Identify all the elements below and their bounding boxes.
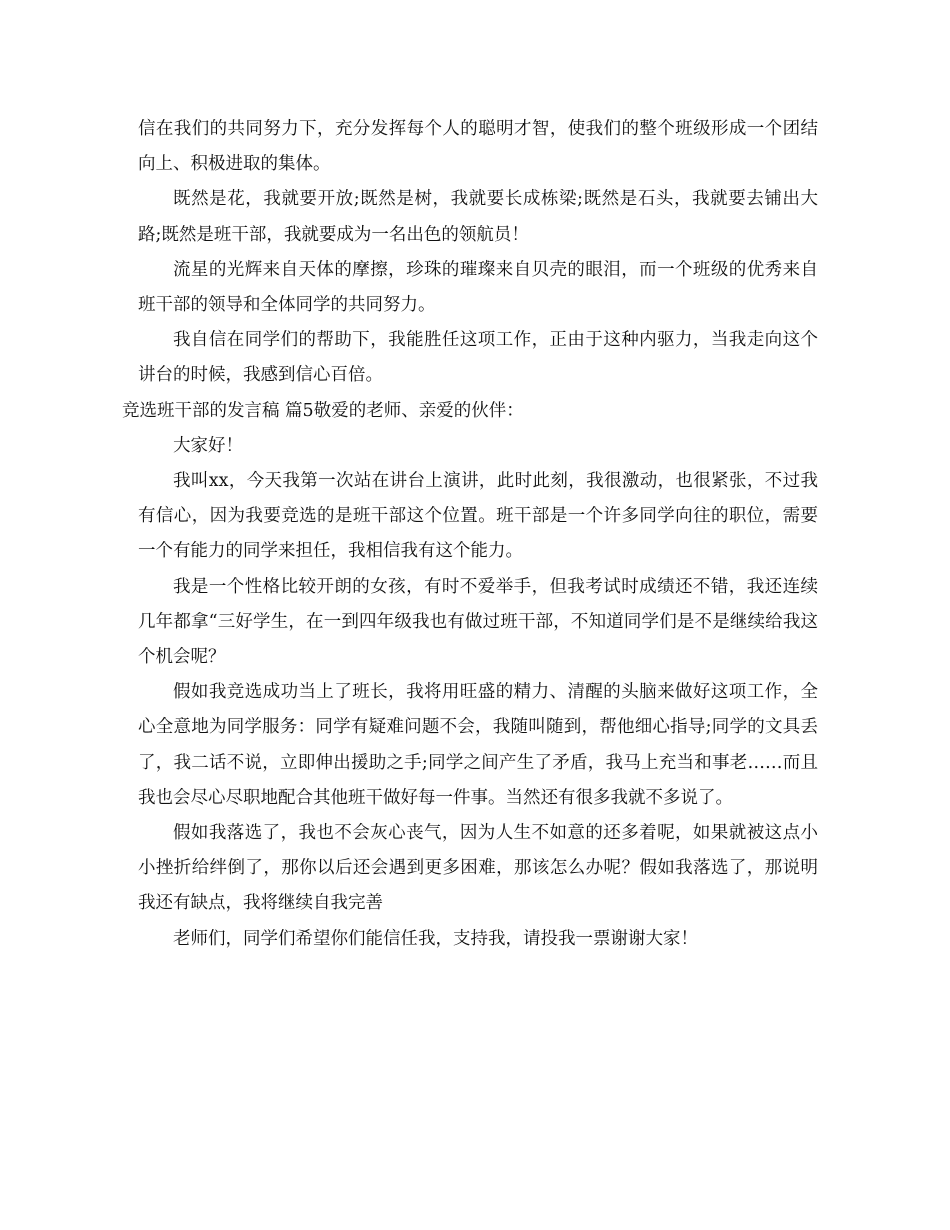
paragraph: 我叫xx，今天我第一次站在讲台上演讲，此时此刻，我很激动，也很紧张，不过我有信心，因为我要竞选的是班干部这个位置。班干部是一个许多同学向往的职位，需要一个有能力的同学来担任，我相信我有这个能力。 — [138, 471, 818, 562]
paragraph: 我自信在同学们的帮助下，我能胜任这项工作，正由于这种内驱力，当我走向这个讲台的时候，我感到信心百倍。 — [138, 330, 818, 386]
closing-paragraph: 老师们，同学们希望你们能信任我，支持我，请投我一票谢谢大家！ — [173, 928, 698, 949]
paragraph: 我是一个性格比较开朗的女孩，有时不爱举手，但我考试时成绩还不错，我还连续几年都拿“三好学生，在一到四年级我也有做过班干部，不知道同学们是不是继续给我这个机会呢？ — [138, 576, 818, 668]
document-body — [122, 112, 818, 957]
paragraph: 信在我们的共同努力下，充分发挥每个人的聪明才智，使我们的整个班级形成一个团结向上、积极进取的集体。 — [138, 119, 818, 175]
paragraph: 流星的光辉来自天体的摩擦，珍珠的璀璨来自贝壳的眼泪，而一个班级的优秀来自班干部的领导和全体同学的共同努力。 — [138, 259, 818, 316]
section-heading: 竞选班干部的发言稿 篇5敬爱的老师、亲爱的伙伴： — [122, 400, 524, 421]
paragraph: 既然是花，我就要开放;既然是树，我就要长成栋梁;既然是石头，我就要去铺出大路;既然是班干部，我就要成为一名出色的领航员！ — [138, 189, 818, 245]
paragraph: 假如我竞选成功当上了班长，我将用旺盛的精力、清醒的头脑来做好这项工作，全心全意地为同学服务：同学有疑难问题不会，我随叫随到，帮他细心指导;同学的文具丢了，我二话不说，立即伸出援助之手;同学之间产生了矛盾，我马上充当和事老……而且我也会尽心尽职地配合其他班干做好每一件事。当然还有很多我就不多说了。 — [138, 682, 818, 808]
greeting: 大家好！ — [173, 435, 243, 456]
paragraph: 假如我落选了，我也不会灰心丧气，因为人生不如意的还多着呢，如果就被这点小小挫折给绊倒了，那你以后还会遇到更多困难，那该怎么办呢？假如我落选了，那说明我还有缺点，我将继续自我完善 — [138, 823, 818, 914]
